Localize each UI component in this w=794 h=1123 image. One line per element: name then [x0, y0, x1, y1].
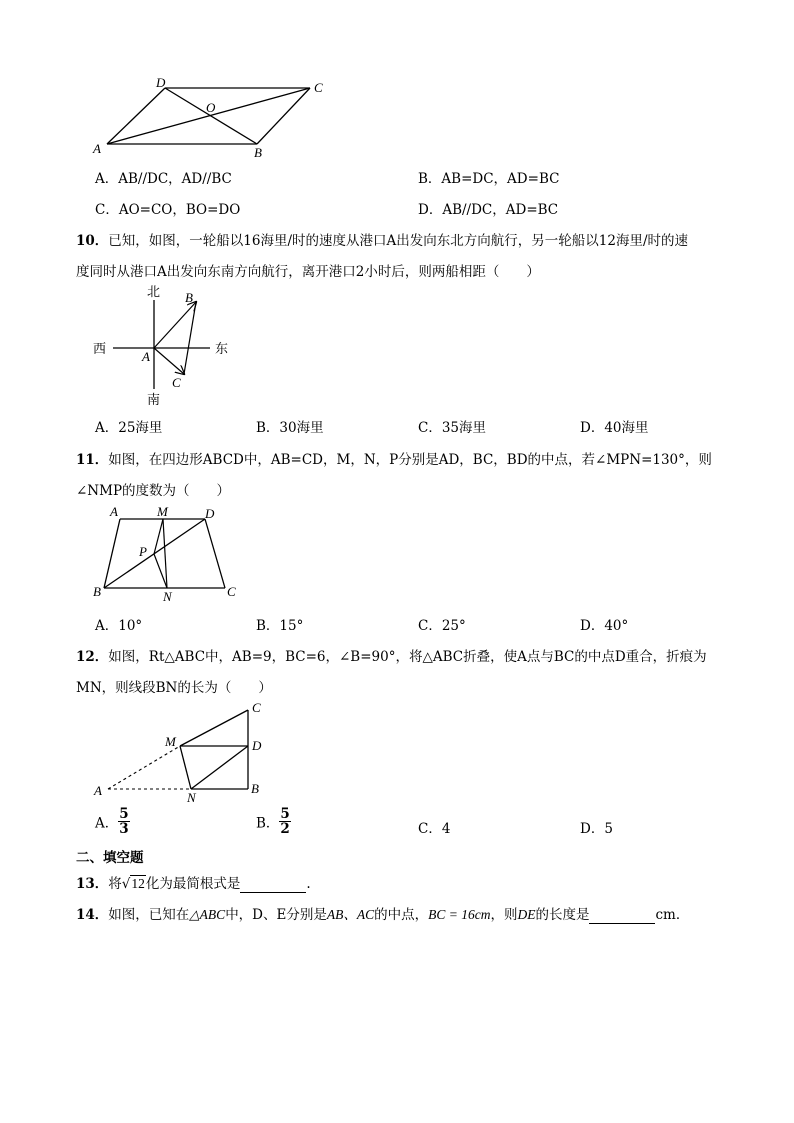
- q9-option-a[interactable]: [95, 167, 232, 187]
- q9-option-c[interactable]: [95, 198, 240, 218]
- option-key: B．: [256, 618, 280, 634]
- q10-number: 10．: [76, 233, 109, 249]
- option-text: 25海里: [118, 420, 163, 436]
- q12-label-c: C: [252, 700, 261, 715]
- q12-fold-triangle-figure: [88, 698, 278, 806]
- q11-stem-line1: [76, 448, 712, 468]
- q12-stem-line2: MN，则线段BN的长为（ ）: [76, 680, 272, 696]
- option-key: B．: [418, 171, 442, 187]
- q12-number: 12．: [76, 649, 109, 665]
- fraction-denominator: 3: [119, 821, 129, 837]
- option-text: 40°: [604, 618, 629, 634]
- q12-label-n: N: [187, 790, 196, 805]
- q11-stem-line2: ∠NMP的度数为（ ）: [76, 483, 231, 499]
- option-key: B．: [256, 815, 280, 832]
- option-key: A．: [95, 420, 119, 436]
- option-key: D．: [580, 420, 605, 436]
- q10-label-west: 西: [93, 341, 107, 356]
- q11-option-c[interactable]: [418, 614, 466, 634]
- fraction-denominator: 2: [280, 821, 290, 837]
- q12-option-a[interactable]: [95, 807, 130, 836]
- option-key: D．: [418, 202, 443, 218]
- q10-label-a: A: [142, 349, 150, 364]
- option-fraction: [279, 807, 290, 836]
- q11-option-b[interactable]: [256, 614, 303, 634]
- option-text: 35海里: [441, 420, 487, 436]
- q11-option-d[interactable]: [580, 614, 628, 634]
- q12-stem-line1: [76, 645, 707, 665]
- q14-answer-blank[interactable]: [589, 907, 655, 924]
- q11-label-n: N: [163, 589, 172, 604]
- option-key: C．: [95, 202, 119, 218]
- q10-option-b[interactable]: [256, 416, 324, 436]
- q10-text: 已知，如图，一轮船以16海里/时的速度从港口A出发向东北方向航行，另一轮船以12海里/时的速: [108, 233, 688, 249]
- sqrt-sign-icon: √: [121, 876, 131, 892]
- q11-number: 11．: [76, 452, 109, 468]
- option-key: A．: [95, 618, 119, 634]
- q10-option-c[interactable]: [418, 416, 486, 436]
- q13-suffix: 化为最简根式是: [145, 876, 241, 892]
- q10-label-b: B: [185, 290, 193, 305]
- q10-stem-line1: [76, 229, 688, 249]
- fraction-numerator: 5: [119, 806, 129, 822]
- q14-math-segments: AB、AC: [326, 907, 375, 922]
- q14-text-1: 如图，已知在: [108, 907, 190, 923]
- q12-option-c[interactable]: [418, 817, 450, 837]
- q11-option-a[interactable]: [95, 614, 142, 634]
- q13-number: 13．: [76, 876, 109, 892]
- option-text: 25°: [441, 618, 466, 634]
- q14-text-3: 的中点，: [374, 907, 429, 923]
- q12-option-d[interactable]: [580, 817, 613, 837]
- option-key: D．: [580, 821, 605, 837]
- q14-stem: [76, 903, 689, 924]
- q11-label-a: A: [110, 504, 118, 519]
- q11-label-c: C: [227, 584, 236, 599]
- q14-text-5: 的长度是: [535, 907, 590, 923]
- option-key: C．: [418, 420, 442, 436]
- q10-option-d[interactable]: [580, 416, 649, 436]
- q12-option-b[interactable]: [256, 807, 291, 836]
- q13-answer-blank[interactable]: [240, 876, 306, 893]
- fraction-numerator: 5: [280, 806, 290, 822]
- q14-unit: cm．: [655, 907, 690, 923]
- q9-label-a: A: [93, 141, 101, 156]
- q11-label-d: D: [205, 506, 215, 521]
- q9-label-d: D: [156, 75, 166, 90]
- q14-number: 14．: [76, 907, 109, 923]
- q9-option-d[interactable]: [418, 198, 558, 218]
- q9-parallelogram-figure: [90, 75, 340, 160]
- q13-stem: [76, 872, 311, 893]
- q13-prefix: 将: [108, 876, 122, 892]
- q10-option-a[interactable]: [95, 416, 162, 436]
- q13-radicand: 12: [131, 876, 145, 891]
- option-key: C．: [418, 618, 442, 634]
- q11-label-m: M: [157, 504, 168, 519]
- q14-math-triangle: △ABC: [189, 907, 226, 922]
- q12-label-b: B: [251, 781, 259, 796]
- q14-math-de: DE: [517, 907, 536, 922]
- q10-label-north: 北: [147, 284, 161, 299]
- q9-label-b: B: [254, 145, 262, 160]
- q11-label-b: B: [93, 584, 101, 599]
- option-text: 10°: [118, 618, 143, 634]
- q10-label-south: 南: [147, 392, 161, 407]
- q9-option-b[interactable]: [418, 167, 559, 187]
- option-key: C．: [418, 821, 442, 837]
- option-key: B．: [256, 420, 280, 436]
- q10-label-east: 东: [215, 341, 229, 356]
- option-text: AB//DC，AD//BC: [118, 171, 232, 187]
- q10-stem-line2: 度同时从港口A出发向东南方向航行，离开港口2小时后，则两船相距（ ）: [76, 264, 540, 280]
- section-title: 二、填空题: [76, 850, 144, 866]
- option-text: 15°: [279, 618, 304, 634]
- q10-label-c: C: [172, 375, 181, 390]
- q12-label-m: M: [165, 734, 176, 749]
- option-text: AB//DC，AD=BC: [442, 202, 559, 218]
- q13-end: .: [306, 876, 311, 892]
- q11-quadrilateral-figure: [88, 502, 248, 604]
- q11-text: 如图，在四边形ABCD中，AB=CD，M，N，P分别是AD，BC，BD的中点，若∠MPN=130°，则: [108, 452, 712, 468]
- option-fraction: [118, 807, 129, 836]
- q12-text: 如图，Rt△ABC中，AB=9，BC=6，∠B=90°，将△ABC折叠，使A点与BC的中点D重合，折痕为: [108, 649, 707, 665]
- q14-text-4: ，则: [490, 907, 518, 923]
- q10-compass-figure: [88, 282, 238, 407]
- option-key: D．: [580, 618, 605, 634]
- option-text: AB=DC，AD=BC: [441, 171, 560, 187]
- option-text: 40海里: [604, 420, 649, 436]
- q14-text-2: 中，D、E分别是: [225, 907, 327, 923]
- q14-math-bc: BC = 16cm: [428, 907, 491, 922]
- option-key: A．: [95, 815, 119, 832]
- q9-label-c: C: [314, 80, 323, 95]
- option-text: AO=CO，BO=DO: [118, 202, 241, 218]
- option-text: 30海里: [279, 420, 324, 436]
- q12-label-d: D: [252, 738, 262, 753]
- option-text: 4: [441, 821, 451, 837]
- q9-label-o: O: [206, 100, 216, 115]
- option-text: 5: [604, 821, 613, 837]
- option-key: A．: [95, 171, 119, 187]
- q11-label-p: P: [139, 544, 147, 559]
- q12-label-a: A: [94, 783, 102, 798]
